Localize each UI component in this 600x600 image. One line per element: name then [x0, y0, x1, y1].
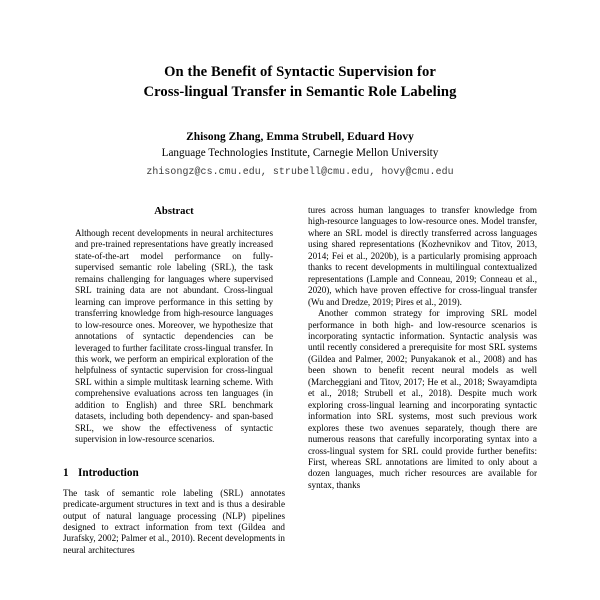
- intro-paragraph-2: Another common strategy for improving SRL model performance in both high- and low-resource scenarios is incorporating syntactic information. Syntactic analysis was until recently considered a prerequisite for most SRL systems (Gildea and Palmer, 2002; Punyakanok et al., 2008) and has been shown to benefit recent neural models as well (Marcheggiani and Titov, 2017; He et al., 2018; Swayamdipta et al., 2018; Strubell et al., 2018). Despite much work exploring cross-lingual learning and incorporating syntactic information into SRL systems, most such previous work explores these two avenues separately, though there are numerous reasons that carefully incorporating syntax into a cross-lingual system for SRL could provide further benefits: First, whereas SRL annotations are limited to only about a dozen languages, much richer resources are available for syntax, thanks: [308, 308, 537, 490]
- title-line-2: Cross-lingual Transfer in Semantic Role Labeling: [143, 84, 457, 100]
- authors-line: Zhisong Zhang, Emma Strubell, Eduard Hovy: [186, 131, 414, 143]
- right-column: [308, 205, 537, 491]
- continued-paragraph: tures across human languages to transfer knowledge from high-resource languages to low-resource ones. Model transfer, where an SRL model is directly transferred across languages using shared representations (Kozhevnikov and Titov, 2013, 2014; Fei et al., 2020b), is a particularly promising approach thanks to recent developments in multilingual contextualized representations (Lample and Conneau, 2019; Conneau et al., 2020), which have proven effective for cross-lingual transfer (Wu and Dredze, 2019; Pires et al., 2019).: [308, 205, 537, 307]
- section-heading-introduction: [63, 466, 285, 480]
- affiliation-line: Language Technologies Institute, Carnegie Mellon University: [161, 147, 439, 159]
- title-block: [0, 0, 600, 179]
- intro-paragraph-1: The task of semantic role labeling (SRL) annotates predicate-argument structures in text and is thus a desirable output of natural language processing (NLP) pipelines designed to extract information from text (Gildea and Jurafsky, 2002; Palmer et al., 2010). Recent developments in neural architectures: [63, 487, 285, 555]
- page-title: [90, 62, 510, 102]
- abstract-body: Although recent developments in neural architectures and pre-trained representations have greatly increased state-of-the-art model performance on fully-supervised semantic role labeling (SRL), the task remains challenging for languages where supervised SRL training data are not abundant. Cross-lingual learning can improve performance in this setting by transferring knowledge from high-resource languages to low-resource ones. Moreover, we hypothesize that annotations of syntactic dependencies can be leveraged to further facilitate cross-lingual transfer. In this work, we perform an empirical exploration of the helpfulness of syntactic supervision for cross-lingual SRL within a simple multitask learning scheme. With comprehensive evaluations across ten languages (in addition to English) and three SRL benchmark datasets, including both dependency- and span-based SRL, we show the effectiveness of syntactic supervision in low-resource scenarios.: [75, 228, 273, 445]
- left-column: [63, 205, 285, 556]
- abstract-section: [63, 205, 285, 446]
- emails-line: zhisongz@cs.cmu.edu, strubell@cmu.edu, hovy@cmu.edu: [146, 166, 454, 177]
- abstract-heading: Abstract: [154, 206, 194, 217]
- section-number: 1: [63, 466, 69, 479]
- section-title: Introduction: [78, 466, 139, 479]
- body-columns: [0, 205, 600, 600]
- author-block: [0, 130, 600, 179]
- title-line-1: On the Benefit of Syntactic Supervision for: [164, 64, 436, 80]
